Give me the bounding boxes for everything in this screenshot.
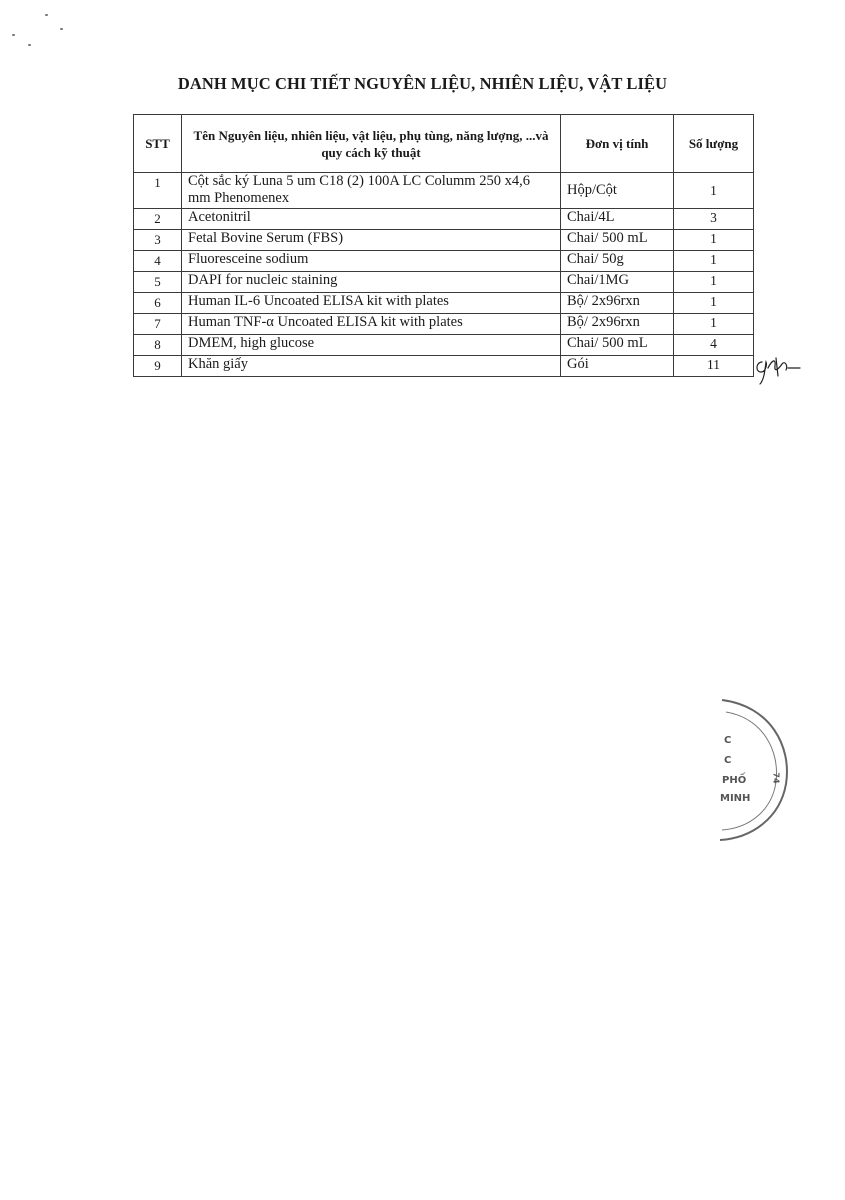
scan-speck (12, 34, 15, 36)
cell-stt: 6 (134, 293, 182, 314)
table-row (134, 293, 754, 314)
cell-name: DMEM, high glucose (182, 335, 561, 356)
stamp-ring-icon (700, 688, 800, 848)
cell-stt: 7 (134, 314, 182, 335)
cell-name: Human IL-6 Uncoated ELISA kit with plates (182, 293, 561, 314)
table-row (134, 209, 754, 230)
cell-unit: Chai/ 50g (561, 251, 674, 272)
stamp-edge-mark: 74 (771, 772, 781, 784)
table-header-row (134, 115, 754, 173)
cell-stt: 4 (134, 251, 182, 272)
table-row (134, 251, 754, 272)
cell-qty: 1 (674, 251, 754, 272)
cell-name: Human TNF-α Uncoated ELISA kit with plates (182, 314, 561, 335)
cell-qty: 1 (674, 272, 754, 293)
cell-qty: 1 (674, 293, 754, 314)
cell-unit: Bộ/ 2x96rxn (561, 293, 674, 314)
cell-qty: 1 (674, 173, 754, 209)
scan-speck (28, 44, 31, 46)
table-row (134, 173, 754, 209)
cell-stt: 5 (134, 272, 182, 293)
cell-qty: 1 (674, 314, 754, 335)
cell-unit: Gói (561, 356, 674, 377)
cell-unit: Chai/1MG (561, 272, 674, 293)
cell-stt: 3 (134, 230, 182, 251)
cell-unit: Chai/ 500 mL (561, 230, 674, 251)
cell-name: DAPI for nucleic staining (182, 272, 561, 293)
cell-unit: Hộp/Cột (561, 173, 674, 209)
cell-name: Fetal Bovine Serum (FBS) (182, 230, 561, 251)
cell-stt: 8 (134, 335, 182, 356)
cell-unit: Bộ/ 2x96rxn (561, 314, 674, 335)
table-row (134, 230, 754, 251)
materials-table (133, 114, 754, 377)
scan-speck (45, 14, 48, 16)
cell-stt: 1 (134, 173, 182, 209)
cell-qty: 1 (674, 230, 754, 251)
cell-stt: 2 (134, 209, 182, 230)
cell-stt: 9 (134, 356, 182, 377)
table-row (134, 272, 754, 293)
cell-qty: 11 (674, 356, 754, 377)
signature-mark (752, 352, 802, 386)
stamp-text-line: MINH (720, 793, 751, 804)
header-qty: Số lượng (674, 115, 754, 173)
table-row (134, 335, 754, 356)
cell-unit: Chai/ 500 mL (561, 335, 674, 356)
stamp-text-line: PHỐ (722, 775, 747, 786)
table-row (134, 314, 754, 335)
stamp-text-line: C (724, 755, 732, 766)
header-name: Tên Nguyên liệu, nhiên liệu, vật liệu, phụ tùng, năng lượng, ...và quy cách kỹ thuật (182, 115, 561, 173)
cell-name: Fluoresceine sodium (182, 251, 561, 272)
cell-name: Khăn giấy (182, 356, 561, 377)
table-row (134, 356, 754, 377)
stamp-text-line: C (724, 735, 732, 746)
cell-qty: 3 (674, 209, 754, 230)
official-stamp (700, 688, 800, 848)
cell-qty: 4 (674, 335, 754, 356)
cell-unit: Chai/4L (561, 209, 674, 230)
cell-name: Cột sắc ký Luna 5 um C18 (2) 100A LC Columm 250 x4,6 mm Phenomenex (182, 173, 561, 209)
cell-name: Acetonitril (182, 209, 561, 230)
header-unit: Đơn vị tính (561, 115, 674, 173)
scan-speck (60, 28, 63, 30)
page-title: DANH MỤC CHI TIẾT NGUYÊN LIỆU, NHIÊN LIỆU, VẬT LIỆU (177, 74, 668, 93)
header-stt: STT (134, 115, 182, 173)
